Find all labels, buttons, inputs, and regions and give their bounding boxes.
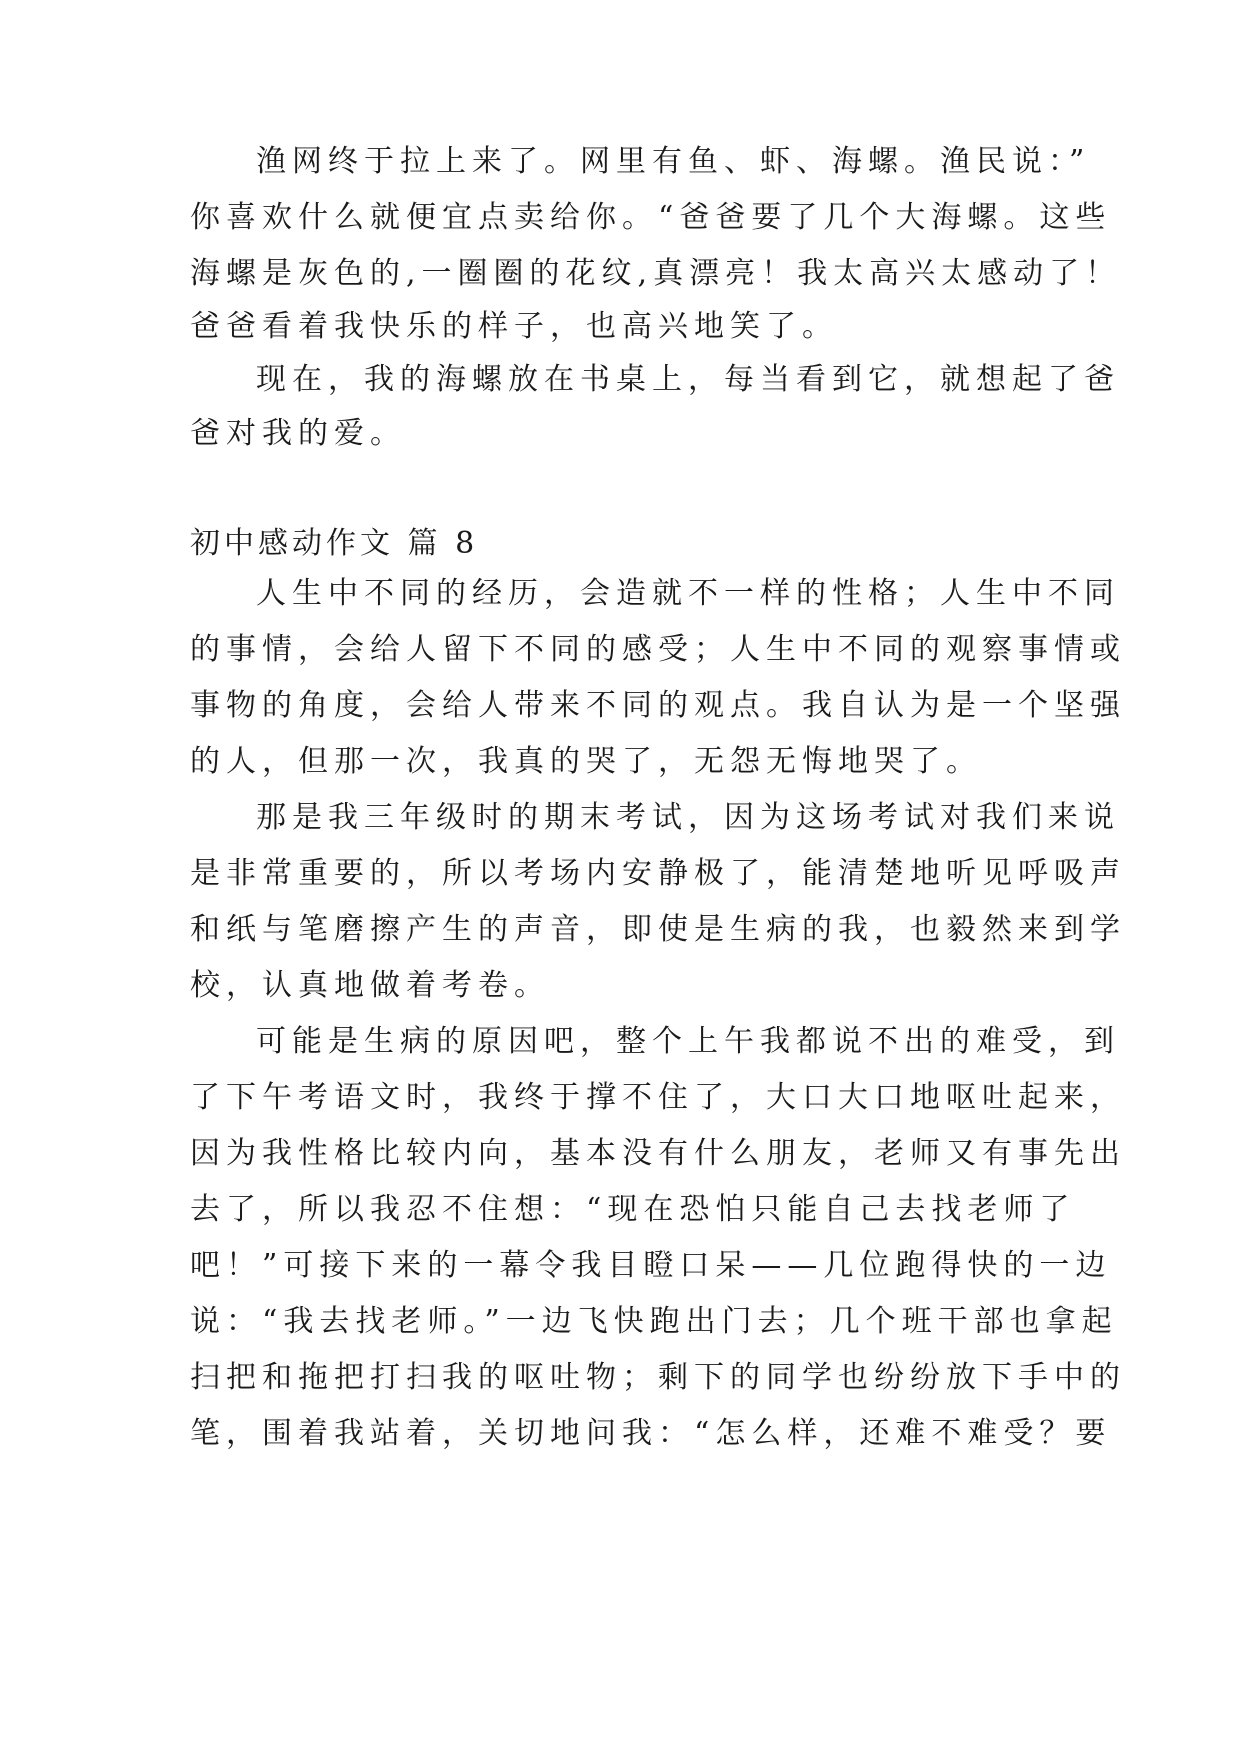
paragraph-line: 了下午考语文时，我终于撑不住了，大口大口地呕吐起来， <box>190 1080 1126 1115</box>
paragraph-line: 扫把和拖把打扫我的呕吐物；剩下的同学也纷纷放下手中的 <box>190 1360 1126 1395</box>
section-heading: 初中感动作文 篇 8 <box>190 526 479 561</box>
paragraph-line: 和纸与笔磨擦产生的声音，即使是生病的我，也毅然来到学 <box>190 912 1126 947</box>
paragraph-line: 因为我性格比较内向，基本没有什么朋友，老师又有事先出 <box>190 1136 1126 1171</box>
paragraph-line: 笔，围着我站着，关切地问我：“怎么样，还难不难受？要 <box>190 1416 1112 1451</box>
paragraph-line: 现在，我的海螺放在书桌上，每当看到它，就想起了爸 <box>256 362 1120 397</box>
paragraph-line: 吧！”可接下来的一幕令我目瞪口呆——几位跑得快的一边 <box>190 1248 1112 1283</box>
paragraph-line: 的事情，会给人留下不同的感受；人生中不同的观察事情或 <box>190 632 1126 667</box>
paragraph-line: 可能是生病的原因吧，整个上午我都说不出的难受，到 <box>256 1024 1120 1059</box>
paragraph-line: 你喜欢什么就便宜点卖给你。“爸爸要了几个大海螺。这些 <box>190 200 1112 235</box>
paragraph-line: 事物的角度，会给人带来不同的观点。我自认为是一个坚强 <box>190 688 1126 723</box>
paragraph-line: 渔网终于拉上来了。网里有鱼、虾、海螺。渔民说：” <box>256 144 1091 179</box>
paragraph-line: 爸对我的爱。 <box>190 416 406 451</box>
paragraph-line: 说：“我去找老师。”一边飞快跑出门去；几个班干部也拿起 <box>190 1304 1118 1339</box>
paragraph-line: 爸爸看着我快乐的样子，也高兴地笑了。 <box>190 309 838 344</box>
paragraph-line: 海螺是灰色的,一圈圈的花纹,真漂亮！我太高兴太感动了！ <box>190 256 1122 291</box>
paragraph-line: 校，认真地做着考卷。 <box>190 968 550 1003</box>
paragraph-line: 是非常重要的，所以考场内安静极了，能清楚地听见呼吸声 <box>190 856 1126 891</box>
paragraph-line: 人生中不同的经历，会造就不一样的性格；人生中不同 <box>256 576 1120 611</box>
paragraph-line: 的人，但那一次，我真的哭了，无怨无悔地哭了。 <box>190 744 982 779</box>
paragraph-line: 那是我三年级时的期末考试，因为这场考试对我们来说 <box>256 800 1120 835</box>
paragraph-line: 去了，所以我忍不住想：“现在恐怕只能自己去找老师了 <box>190 1192 1076 1227</box>
